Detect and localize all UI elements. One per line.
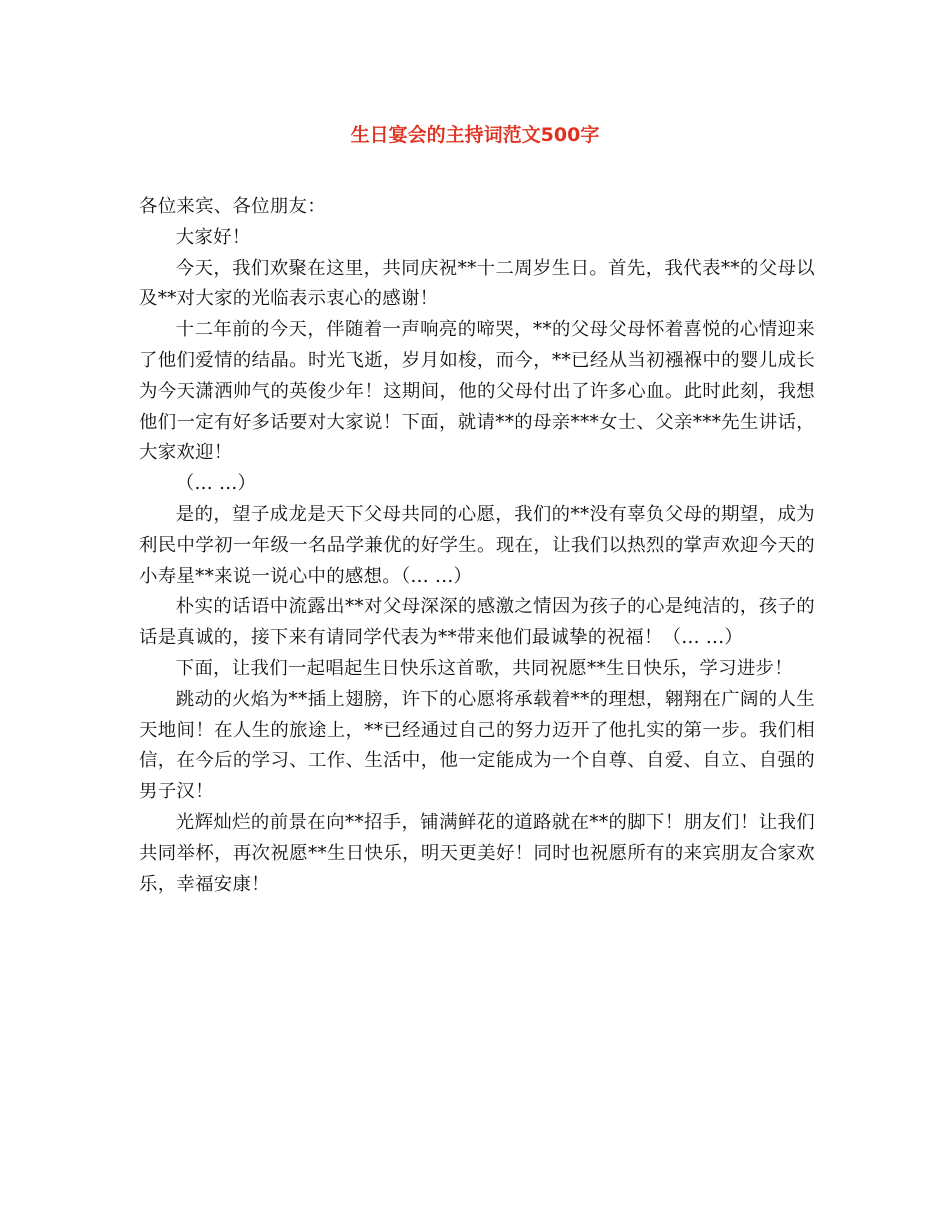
salutation: 各位来宾、各位朋友： [139,196,326,217]
paragraph-song: 下面，让我们一起唱起生日快乐这首歌，共同祝愿**生日快乐，学习进步！ [175,657,793,679]
paragraph-gratitude: 朴实的话语中流露出**对父母深深的感激之情因为孩子的心是纯洁的，孩子的话是真诚的，接下来有请同学代表为**带来他们最诚挚的祝福！（... ...） [139,596,815,649]
paragraph-toast: 光辉灿烂的前景在向**招手，铺满鲜花的道路就在**的脚下！朋友们！让我们共同举杯，再次祝愿**生日快乐，明天更美好！同时也祝愿所有的来宾朋友合家欢乐，幸福安康！ [139,811,815,895]
paragraph-greeting: 大家好！ [175,226,251,248]
document-body [139,192,815,900]
paragraph-student: 是的，望子成龙是天下父母共同的心愿，我们的**没有辜负父母的期望，成为利民中学初一年级一名品学兼优的好学生。现在，让我们以热烈的掌声欢迎今天的小寿星**来说一说心中的感想。（... ...） [139,503,815,587]
document-title: 生日宴会的主持词范文500字 [350,124,600,146]
paragraph-ellipsis: （... ...） [175,473,257,495]
paragraph-welcome: 今天，我们欢聚在这里，共同庆祝**十二周岁生日。首先，我代表**的父母以及**对大家的光临表示衷心的感谢！ [139,257,815,310]
paragraph-candles: 跳动的火焰为**插上翅膀，许下的心愿将承载着**的理想，翱翔在广阔的人生天地间！在人生的旅途上，**已经通过自己的努力迈开了他扎实的第一步。我们相信，在今后的学习、工作、生活中，他一定能成为一个自尊、自爱、自立、自强的男子汉！ [139,688,815,803]
paragraph-twelve-years: 十二年前的今天，伴随着一声响亮的啼哭，**的父母父母怀着喜悦的心情迎来了他们爱情的结晶。时光飞逝，岁月如梭，而今，**已经从当初襁褓中的婴儿成长为今天潇洒帅气的英俊少年！这期间，他的父母付出了许多心血。此时此刻，我想他们一定有好多话要对大家说！下面，就请**的母亲***女士、父亲***先生讲话，大家欢迎！ [139,319,815,464]
